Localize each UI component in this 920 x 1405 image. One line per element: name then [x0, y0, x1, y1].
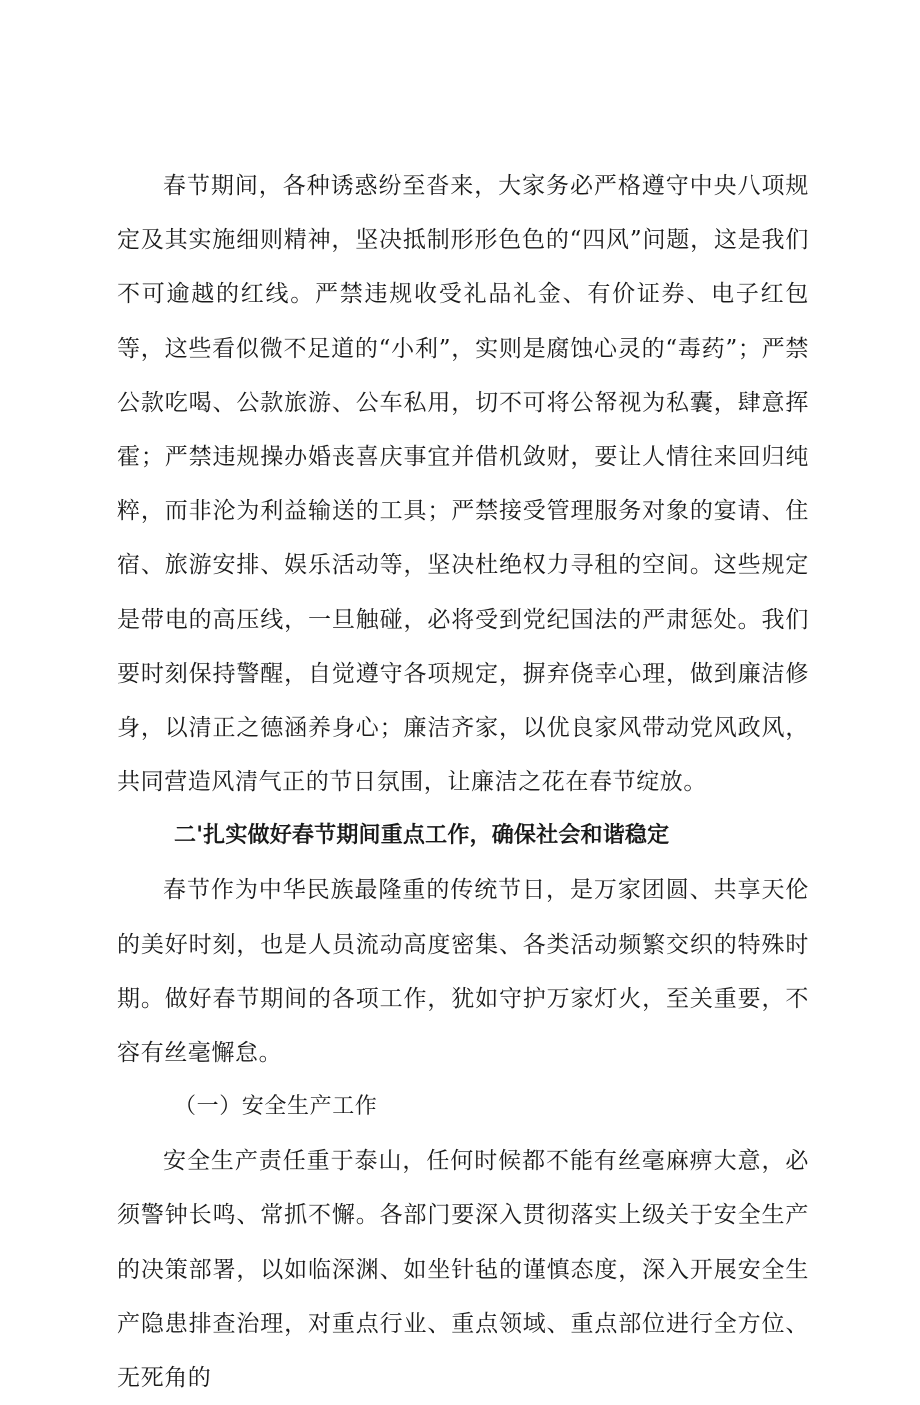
document-page — [117, 159, 809, 1405]
paragraph-integrity: 春节期间，各种诱惑纷至沓来，大家务必严格遵守中央八项规定及其实施细则精神，坚决抵制形形色色的“四风”问题，这是我们不可逾越的红线。严禁违规收受礼品礼金、有价证券、电子红包等，这些看似微不足道的“小利”，实则是腐蚀心灵的“毒药”；严禁公款吃喝、公款旅游、公车私用，切不可将公帑视为私囊，肆意挥霍；严禁违规操办婚丧喜庆事宜并借机敛财，要让人情往来回归纯粹，而非沦为利益输送的工具；严禁接受管理服务对象的宴请、住宿、旅游安排、娱乐活动等，坚决杜绝权力寻租的空间。这些规定是带电的高压线，一旦触碰，必将受到党纪国法的严肃惩处。我们要时刻保持警醒，自觉遵守各项规定，摒弃侥幸心理，做到廉洁修身，以清正之德涵养身心；廉洁齐家，以优良家风带动党风政风，共同营造风清气正的节日氛围，让廉洁之花在春节绽放。 — [117, 173, 809, 796]
section-heading-2: 二'扎实做好春节期间重点工作，确保社会和谐稳定 — [174, 823, 670, 849]
paragraph-safety: 安全生产责任重于泰山，任何时候都不能有丝毫麻痹大意，必须警钟长鸣、常抓不懈。各部门要深入贯彻落实上级关于安全生产的决策部署，以如临深渊、如坐针毡的谨慎态度，深入开展安全生产隐患排查治理，对重点行业、重点领域、重点部位进行全方位、无死角的 — [117, 1148, 809, 1392]
subsection-heading-safety: （一）安全生产工作 — [174, 1094, 378, 1120]
paragraph-spring-festival: 春节作为中华民族最隆重的传统节日，是万家团圆、共享天伦的美好时刻，也是人员流动高度密集、各类活动频繁交织的特殊时期。做好春节期间的各项工作，犹如守护万家灯火，至关重要，不容有丝毫懈怠。 — [117, 877, 809, 1067]
